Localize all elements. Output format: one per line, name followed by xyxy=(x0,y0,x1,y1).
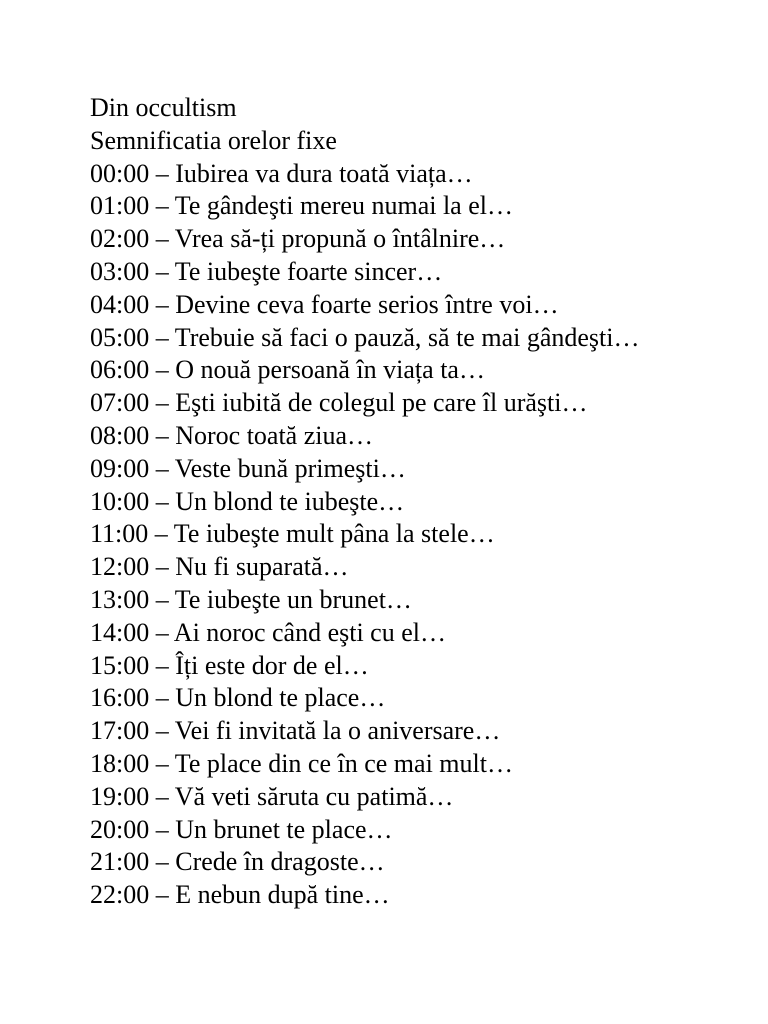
hour-entry-14: 14:00 – Ai noroc când eşti cu el… xyxy=(90,617,446,647)
hour-entry-16: 16:00 – Un blond te place… xyxy=(90,683,386,713)
hour-entry-22: 22:00 – E nebun după tine… xyxy=(90,880,390,910)
hour-entry-05: 05:00 – Trebuie să faci o pauză, să te mai gândeşti… xyxy=(90,322,640,352)
hour-entry-08: 08:00 – Noroc toată ziua… xyxy=(90,420,374,450)
hour-entry-03: 03:00 – Te iubeşte foarte sincer… xyxy=(90,256,443,286)
hour-entry-15: 15:00 – Îți este dor de el… xyxy=(90,650,369,680)
hour-entry-00: 00:00 – Iubirea va dura toată viața… xyxy=(90,158,473,188)
hour-entry-17: 17:00 – Vei fi invitată la o aniversare… xyxy=(90,716,501,746)
hour-entry-10: 10:00 – Un blond te iubeşte… xyxy=(90,486,405,516)
hour-entry-21: 21:00 – Crede în dragoste… xyxy=(90,847,385,877)
hour-entry-20: 20:00 – Un brunet te place… xyxy=(90,814,393,844)
document-heading: Din occultism xyxy=(90,93,237,122)
hour-entry-19: 19:00 – Vă veti săruta cu patimă… xyxy=(90,781,454,811)
document-subheading: Semnificatia orelor fixe xyxy=(90,125,337,155)
hour-entry-06: 06:00 – O nouă persoană în viața ta… xyxy=(90,355,485,385)
hour-entry-18: 18:00 – Te place din ce în ce mai mult… xyxy=(90,748,513,778)
hour-entry-12: 12:00 – Nu fi suparată… xyxy=(90,552,349,582)
hour-entry-04: 04:00 – Devine ceva foarte serios între voi… xyxy=(90,289,559,319)
hour-entry-07: 07:00 – Eşti iubită de colegul pe care îl urăşti… xyxy=(90,388,588,418)
document-body xyxy=(90,92,750,912)
hour-entry-02: 02:00 – Vrea să-ți propună o întâlnire… xyxy=(90,224,506,254)
hour-entry-01: 01:00 – Te gândeşti mereu numai la el… xyxy=(90,191,513,221)
hour-entry-11: 11:00 – Te iubeşte mult pâna la stele… xyxy=(90,519,495,549)
hour-entry-13: 13:00 – Te iubeşte un brunet… xyxy=(90,584,412,614)
hour-entry-09: 09:00 – Veste bună primeşti… xyxy=(90,453,406,483)
